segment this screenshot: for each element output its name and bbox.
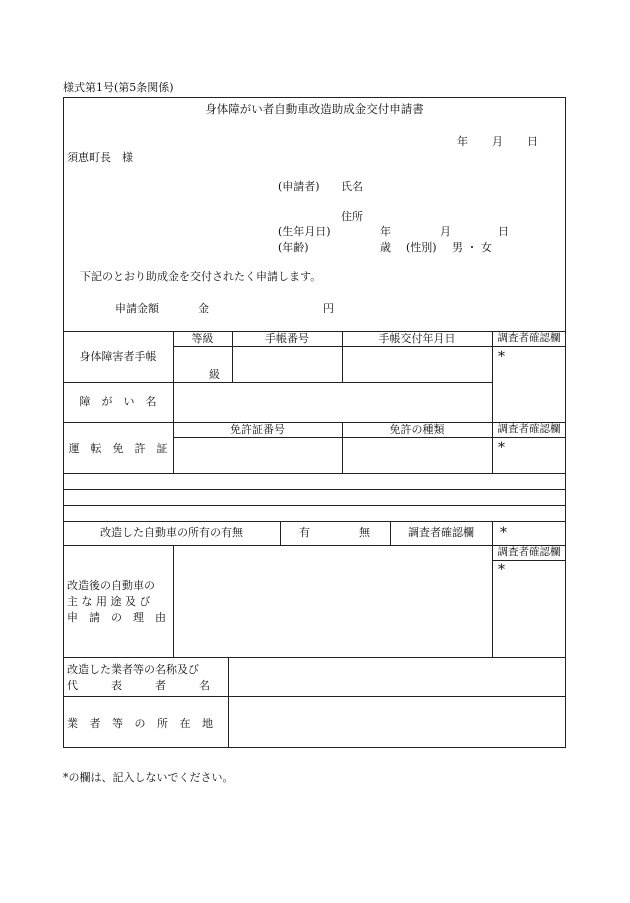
ownership-label: 改造した自動車の所有の有無 (100, 526, 243, 539)
date-month: 月 (492, 135, 503, 148)
applicant-name-label: 氏名 (341, 180, 363, 193)
purpose-check-mark: * (498, 562, 505, 578)
line (63, 473, 566, 474)
line (492, 521, 493, 657)
line (63, 382, 493, 383)
vendor-label-line2: 代 表 者 名 (67, 679, 210, 692)
line (492, 331, 493, 422)
purpose-col-check: 調査者確認欄 (497, 546, 561, 558)
vendor-label-line1: 改造した業者等の名称及び (67, 663, 199, 676)
license-check-mark: * (498, 440, 505, 456)
line (63, 422, 566, 423)
handbook-check-mark: * (498, 349, 505, 365)
date-year: 年 (457, 135, 468, 148)
form-title: 身体障がい者自動車改造助成金交付申請書 (205, 102, 424, 116)
line (63, 521, 566, 522)
line (63, 545, 566, 546)
request-text: 下記のとおり助成金を交付されたく申請します。 (80, 270, 322, 283)
amount-prefix: 金 (198, 302, 209, 315)
line (63, 505, 566, 506)
ownership-no: 無 (359, 526, 370, 539)
line (173, 331, 174, 473)
birth-label: (生年月日) (278, 225, 331, 238)
footnote: *の欄は、記入しないでください。 (63, 771, 234, 784)
vendor-address-label: 業 者 等 の 所 在 地 (67, 717, 217, 730)
line (63, 657, 566, 658)
disability-row-label: 障 が い 名 (79, 395, 157, 408)
ownership-check-mark: * (500, 525, 507, 541)
sex-options: 男 ・ 女 (452, 241, 492, 254)
form-number: 様式第1号(第5条関係) (63, 81, 174, 94)
ownership-yes: 有 (299, 526, 310, 539)
birth-day: 日 (498, 225, 509, 238)
birth-month: 月 (440, 225, 451, 238)
age-label: (年齢) (278, 241, 309, 254)
birth-year: 年 (380, 225, 391, 238)
ownership-check-label: 調査者確認欄 (408, 526, 474, 539)
handbook-col-number: 手帳番号 (265, 332, 309, 345)
line (173, 545, 174, 657)
line (173, 437, 566, 438)
line (63, 331, 566, 332)
sex-label: (性別) (406, 241, 437, 254)
handbook-col-issue-date: 手帳交付年月日 (378, 332, 456, 345)
purpose-label-line1: 改造後の自動車の (67, 579, 155, 592)
date-day: 日 (527, 135, 538, 148)
license-col-type: 免許の種類 (389, 423, 445, 436)
applicant-label: (申請者) (278, 180, 320, 193)
license-row-label: 運 転 免 許 証 (68, 442, 168, 455)
license-col-check: 調査者確認欄 (497, 423, 561, 435)
line (228, 657, 229, 748)
purpose-label-line2: 主 な 用 途 及 び (67, 595, 151, 608)
amount-label: 申請金額 (115, 302, 159, 315)
addressee: 須恵町長 様 (67, 151, 133, 164)
line (63, 696, 566, 697)
amount-unit: 円 (323, 302, 334, 315)
handbook-row-label: 身体障害者手帳 (79, 350, 157, 363)
line (63, 489, 566, 490)
line (280, 521, 281, 545)
applicant-address-label: 住所 (341, 210, 363, 223)
handbook-grade-unit: 級 (209, 368, 220, 381)
handbook-col-grade: 等級 (191, 332, 214, 345)
license-col-number: 免許証番号 (230, 423, 285, 436)
handbook-col-check: 調査者確認欄 (497, 332, 561, 344)
line (492, 560, 566, 561)
age-unit: 歳 (380, 241, 391, 254)
purpose-label-line3: 申 請 の 理 由 (67, 611, 166, 624)
